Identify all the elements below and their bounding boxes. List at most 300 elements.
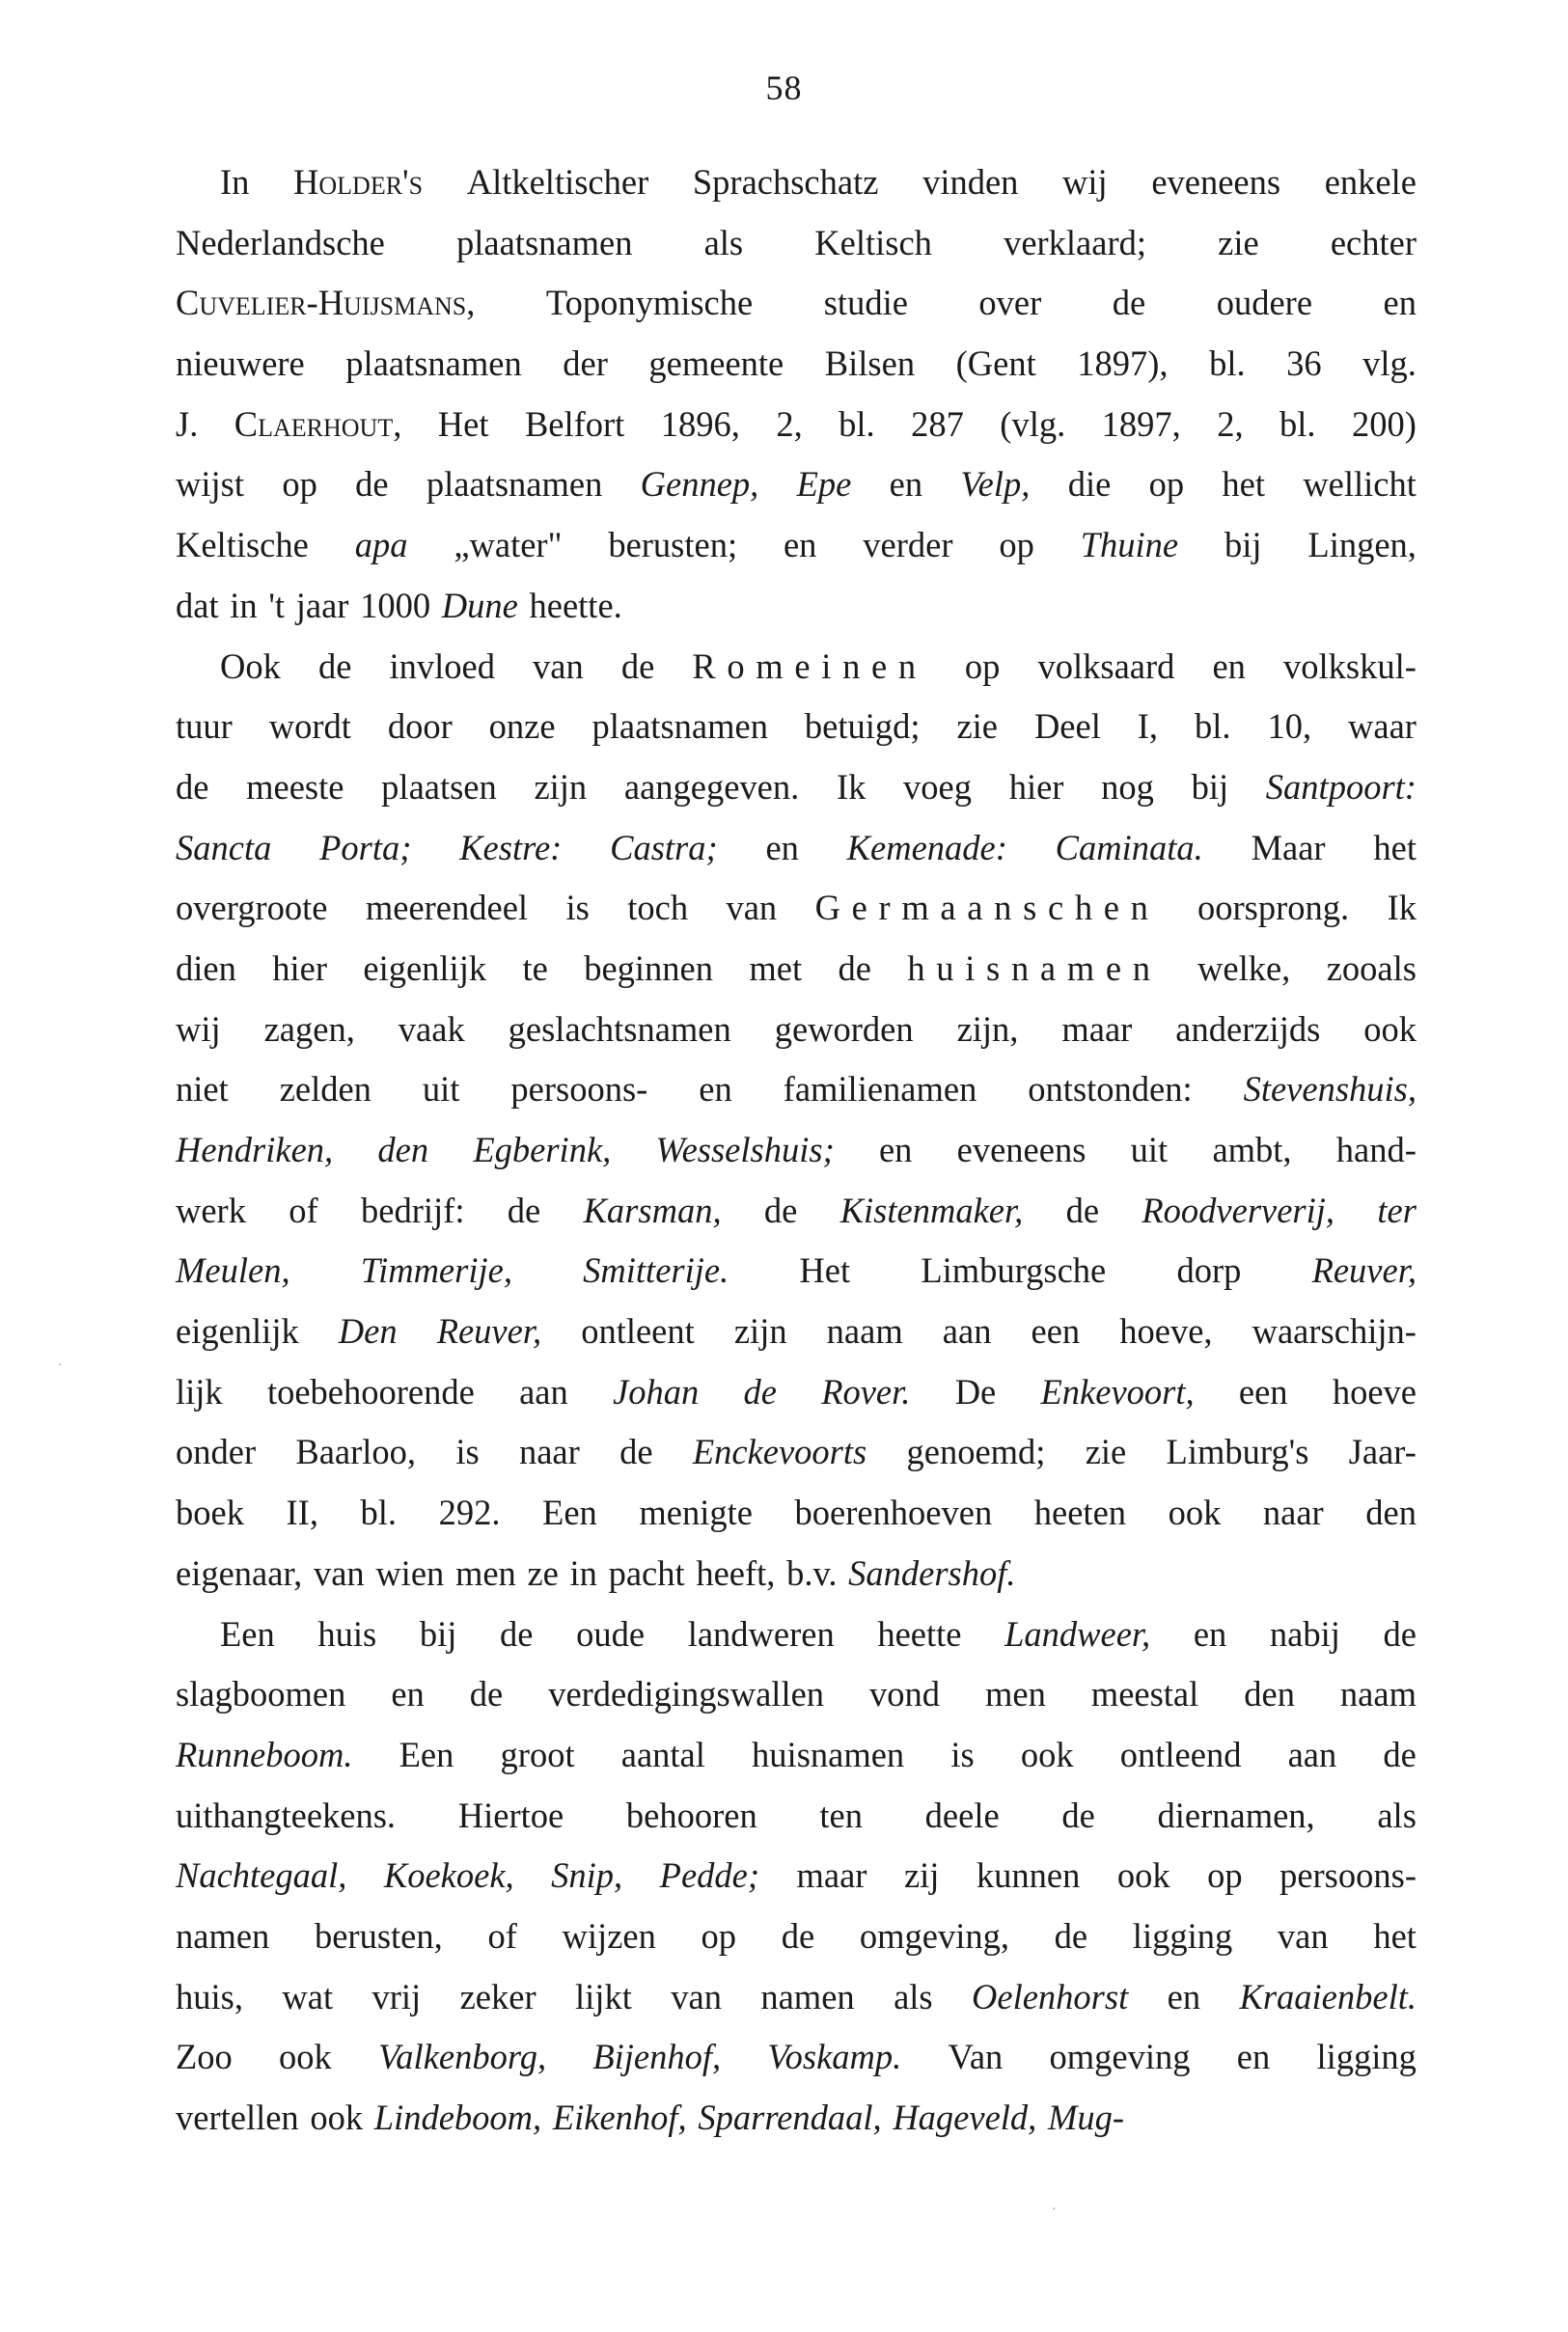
word: op [1148, 464, 1185, 505]
word: boek [176, 1493, 244, 1533]
word: bij [419, 1613, 457, 1654]
word: beginnen [584, 947, 714, 988]
text-line [176, 818, 1417, 879]
word: I, [1137, 706, 1159, 747]
word: familienamen [783, 1069, 977, 1110]
text-line [176, 1605, 1417, 1665]
word: overgroote [176, 888, 328, 928]
word: Reuver, [1311, 1250, 1417, 1291]
word: meestal [1090, 1674, 1199, 1715]
word: volkskul- [1282, 645, 1417, 686]
word: zeker [459, 1976, 536, 2016]
word: eigenaar, [176, 1552, 303, 1593]
word: 2, [776, 403, 803, 444]
word: den [377, 1130, 429, 1169]
word: Sandershof. [848, 1552, 1016, 1593]
word: Castra; [610, 827, 718, 867]
word: en [391, 1674, 425, 1715]
word: Valkenborg, [378, 2037, 547, 2077]
word: aan [942, 1311, 992, 1352]
word: ambt, [1212, 1130, 1292, 1169]
text-line [176, 1967, 1417, 2028]
word: en [783, 525, 817, 565]
word: Nederlandsche [176, 222, 385, 262]
word: aangegeven. [623, 766, 800, 807]
word: waar [1348, 706, 1417, 747]
word: heette. [529, 585, 622, 625]
word: als [703, 222, 744, 262]
word: Keltisch [814, 222, 932, 262]
word: eigenlijk [176, 1311, 299, 1352]
word: Karsman, [583, 1190, 722, 1230]
word: in [230, 585, 258, 625]
word: Jaar- [1348, 1432, 1417, 1472]
word: naar [1262, 1493, 1324, 1533]
word: Lingen, [1307, 525, 1417, 565]
word: omgeving, [859, 1915, 1009, 1956]
word: zie [1218, 222, 1259, 262]
word: voeg [903, 766, 972, 807]
paragraph [176, 637, 1417, 1605]
word: dien [176, 947, 236, 988]
word: geslachtsnamen [508, 1008, 731, 1049]
word: van [671, 1976, 722, 2016]
text-line [176, 515, 1417, 576]
word: de [507, 1190, 541, 1230]
word: Het [437, 403, 489, 444]
word: zie [956, 706, 998, 747]
word: „water" [454, 525, 563, 565]
word: genoemd; [906, 1432, 1046, 1472]
word: de [317, 645, 352, 686]
word: 36 [1286, 343, 1322, 384]
word: geworden [774, 1008, 914, 1049]
word: hoeve, [1119, 1311, 1213, 1352]
word: bl. [1279, 403, 1316, 444]
word: diernamen, [1157, 1795, 1315, 1835]
word: werk [176, 1190, 246, 1230]
word: 287 [911, 403, 964, 444]
word: heeft, [696, 1552, 776, 1593]
word: Epe [796, 464, 852, 505]
word: toch [627, 888, 689, 928]
word: hoeve [1332, 1371, 1417, 1412]
word: Pedde; [659, 1855, 760, 1896]
word: vlg. [1362, 343, 1417, 384]
word: studie [823, 283, 908, 323]
word: Thuine [1080, 525, 1179, 565]
word: Meulen, [176, 1250, 290, 1291]
word: ter [1377, 1190, 1417, 1230]
word: maar [796, 1855, 867, 1896]
word: Sparrendaal, [698, 2098, 882, 2137]
word: op [701, 1915, 737, 1956]
word: Roodververij, [1142, 1190, 1335, 1230]
word: dorp [1176, 1250, 1242, 1291]
word: Hendriken, [176, 1130, 334, 1169]
word: zij [903, 1855, 940, 1896]
word: Sancta [176, 827, 272, 867]
word: bl. [1195, 706, 1231, 747]
word: 200) [1352, 403, 1417, 444]
word: Hageveld, [893, 2098, 1037, 2137]
text-line [176, 637, 1417, 698]
word: van [533, 645, 584, 686]
word: Koekoek, [383, 1855, 514, 1896]
word: Een [399, 1734, 454, 1774]
text-line [176, 1302, 1417, 1362]
text-line [176, 1422, 1417, 1483]
word: zelden [279, 1069, 371, 1110]
word: In [220, 162, 250, 202]
word: ook [279, 2037, 332, 2077]
word: het [1373, 827, 1417, 867]
word: uithangteekens. [176, 1795, 397, 1835]
word: menigte [639, 1493, 753, 1533]
word: Kistenmaker, [839, 1190, 1024, 1230]
word: Ik [836, 766, 867, 807]
text-line [176, 576, 1417, 637]
word: invloed [389, 645, 495, 686]
word: aantal [620, 1734, 705, 1774]
word: en [1212, 645, 1246, 686]
word: Germaanschen [814, 888, 1160, 928]
word: 10, [1267, 706, 1312, 747]
word: Keltische [176, 525, 309, 565]
word: eigenlijk [363, 947, 487, 988]
word: de [620, 645, 655, 686]
word: men [454, 1552, 516, 1593]
word: Cuvelier-Huijsmans, [176, 283, 476, 323]
word: vertellen [176, 2098, 299, 2137]
word: naar [518, 1432, 580, 1472]
word: als [1377, 1795, 1417, 1835]
paragraph [176, 152, 1417, 637]
word: vinden [922, 162, 1019, 202]
word: huisnamen [752, 1734, 905, 1774]
word: en [889, 464, 923, 505]
word: wij [1062, 162, 1108, 202]
word: wijzen [562, 1915, 656, 1956]
word: nog [1101, 766, 1154, 807]
word: en [765, 827, 799, 867]
word: op [1207, 1855, 1243, 1896]
word: bij [1191, 766, 1229, 807]
word: Timmerije, [360, 1250, 512, 1291]
text-line [176, 1000, 1417, 1060]
word: ook [310, 2098, 364, 2137]
word: de [176, 766, 209, 807]
word: Gennep, [640, 464, 759, 505]
text-line [176, 1907, 1417, 1967]
word: en [1167, 1976, 1201, 2016]
word: Smitterije. [583, 1250, 729, 1291]
word: Het [799, 1250, 851, 1291]
word: Nachtegaal, [176, 1855, 347, 1896]
word: oudere [1216, 283, 1313, 323]
word: maar [1061, 1008, 1133, 1049]
word: met [749, 947, 803, 988]
word: niet [176, 1069, 229, 1110]
word: eveneens [1151, 162, 1281, 202]
word: Egberink, [473, 1130, 612, 1169]
word: plaatsnamen [426, 464, 603, 505]
paragraph [176, 1605, 1417, 2149]
word: zagen, [263, 1008, 355, 1049]
body-text [176, 152, 1417, 2149]
word: te [522, 947, 548, 988]
word: Snip, [551, 1855, 623, 1896]
word: ook [1168, 1493, 1222, 1533]
word: volksaard [1037, 645, 1175, 686]
word: ook [1363, 1008, 1417, 1049]
word: meerendeel [365, 888, 529, 928]
word: de [743, 1371, 777, 1412]
word: oude [576, 1613, 646, 1654]
word: Kestre: [459, 827, 563, 867]
word: en [699, 1069, 732, 1110]
word: Kemenade: [846, 827, 1007, 867]
word: enkele [1324, 162, 1417, 202]
word: ligging [1132, 1915, 1233, 1956]
text-line [176, 697, 1417, 757]
word: Bijenhof, [592, 2037, 722, 2077]
word: 292. [438, 1493, 501, 1533]
word: Kraaienbelt. [1239, 1976, 1417, 2016]
word: zijn [733, 1311, 787, 1352]
text-line [176, 2088, 1417, 2149]
word: groot [500, 1734, 575, 1774]
word: 1897), [1077, 343, 1169, 384]
word: de [1383, 1734, 1417, 1774]
word: Ook [220, 645, 281, 686]
word: Deel [1033, 706, 1101, 747]
word: heette [877, 1613, 962, 1654]
text-line [176, 939, 1417, 1000]
word: bl. [1209, 343, 1246, 384]
word: zijn [534, 766, 588, 807]
word: verklaard; [1004, 222, 1147, 262]
word: over [978, 283, 1042, 323]
word: en [1383, 283, 1417, 323]
word: bedrijf: [361, 1190, 465, 1230]
word: Maar [1251, 827, 1326, 867]
word: Van [948, 2037, 1004, 2077]
word: behooren [625, 1795, 757, 1835]
word: plaatsnamen [456, 222, 633, 262]
margin-speck: · [58, 1358, 63, 1373]
margin-speck: · [1052, 2203, 1057, 2217]
word: Romeinen [692, 645, 927, 686]
word: hier [272, 947, 327, 988]
word: namen [176, 1915, 270, 1956]
word: boerenhoeven [794, 1493, 993, 1533]
text-line [176, 1664, 1417, 1725]
text-line [176, 2027, 1417, 2088]
word: Oelenhorst [972, 1976, 1129, 2016]
word: de [1054, 1915, 1088, 1956]
word: jaar [295, 585, 349, 625]
word: uit [422, 1069, 460, 1110]
word: verdedigingswallen [548, 1674, 825, 1715]
word: vond [869, 1674, 941, 1715]
word: landweren [687, 1613, 835, 1654]
word: Ik [1387, 888, 1417, 928]
word: de [500, 1613, 534, 1654]
word: Voskamp. [767, 2037, 902, 2077]
word: men [984, 1674, 1046, 1715]
word: Limburg's [1166, 1432, 1309, 1472]
word: onder [176, 1432, 257, 1472]
word: ligging [1316, 2037, 1417, 2077]
word: Enkevoort, [1040, 1371, 1195, 1412]
word: onze [488, 706, 556, 747]
word: eveneens [956, 1130, 1087, 1169]
word: lijk [176, 1371, 223, 1412]
word: Holder's [293, 162, 424, 202]
word: aan [519, 1371, 568, 1412]
word: heeten [1033, 1493, 1127, 1533]
word: een [1238, 1371, 1288, 1412]
word: wijst [176, 464, 244, 505]
word: van [726, 888, 778, 928]
word: der [563, 343, 608, 384]
word: die [1067, 464, 1112, 505]
word: hand- [1335, 1130, 1417, 1169]
word: Landweer, [1004, 1613, 1151, 1654]
word: op [282, 464, 317, 505]
text-line [176, 878, 1417, 939]
word: en [878, 1130, 913, 1169]
word: Limburgsche [921, 1250, 1107, 1291]
word: deele [924, 1795, 1000, 1835]
page-number: 58 [765, 69, 803, 107]
word: 1897, [1101, 403, 1181, 444]
word: oorsprong. [1197, 888, 1350, 928]
word: en [1236, 2037, 1271, 2077]
text-line [176, 454, 1417, 515]
word: Wesselshuis; [655, 1130, 835, 1169]
word: 't [268, 585, 286, 625]
word: II, [286, 1493, 318, 1533]
word: berusten; [608, 525, 738, 565]
word: De [954, 1371, 997, 1412]
word: Eikenhof, [552, 2098, 687, 2137]
word: berusten, [314, 1915, 443, 1956]
word: (vlg. [1000, 403, 1066, 444]
word: van [313, 1552, 365, 1593]
word: Mug- [1047, 2098, 1125, 2137]
word: de [763, 1190, 798, 1230]
word: verder [863, 525, 953, 565]
word: zijn, [956, 1008, 1019, 1049]
text-line [176, 152, 1417, 213]
word: pacht [608, 1552, 685, 1593]
text-line [176, 1120, 1417, 1181]
word: de [355, 464, 389, 505]
word: b.v. [786, 1552, 838, 1593]
word: de [1112, 283, 1146, 323]
word: ze [527, 1552, 559, 1593]
word: J. [176, 403, 199, 444]
word: Dune [441, 585, 518, 625]
word: Toponymische [545, 283, 754, 323]
word: 1000 [360, 585, 431, 625]
word: Belfort [524, 403, 625, 444]
word: ook [1020, 1734, 1074, 1774]
word: (Gent [955, 343, 1036, 384]
word: 2, [1217, 403, 1244, 444]
word: den [1244, 1674, 1295, 1715]
word: aan [1287, 1734, 1337, 1774]
word: Baarloo, [295, 1432, 417, 1472]
word: wij [176, 1008, 221, 1049]
text-line [176, 1362, 1417, 1423]
word: Santpoort: [1265, 766, 1417, 807]
word: meeste [246, 766, 344, 807]
word: waarschijn- [1252, 1311, 1417, 1352]
word: ontleend [1119, 1734, 1242, 1774]
word: zooals [1326, 947, 1417, 988]
word: Porta; [319, 827, 412, 867]
word: de [781, 1915, 815, 1956]
word: betuigd; [804, 706, 921, 747]
word: naam [1339, 1674, 1417, 1715]
word: het [1222, 464, 1266, 505]
word: is [565, 888, 590, 928]
word: slagboomen [176, 1674, 346, 1715]
text-line [176, 1846, 1417, 1907]
word: plaatsnamen [345, 343, 522, 384]
text-line [176, 334, 1417, 395]
word: Zoo [176, 2037, 233, 2077]
word: omgeving [1049, 2037, 1191, 2077]
word: persoons- [510, 1069, 648, 1110]
word: Rover. [821, 1371, 911, 1412]
word: bl. [360, 1493, 398, 1533]
word: naam [826, 1311, 903, 1352]
word: kunnen [976, 1855, 1081, 1896]
word: Runneboom. [176, 1734, 353, 1774]
text-line [176, 1544, 1417, 1605]
word: wien [375, 1552, 445, 1593]
word: de [838, 947, 871, 988]
word: Lindeboom, [373, 2098, 542, 2137]
word: Enckevoorts [692, 1432, 867, 1472]
text-line [176, 1786, 1417, 1847]
word: huis, [176, 1976, 243, 2016]
word: van [1277, 1915, 1329, 1956]
word: is [950, 1734, 975, 1774]
word: persoons- [1279, 1855, 1417, 1896]
word: als [894, 1976, 933, 2016]
word: de [1061, 1795, 1095, 1835]
word: huis [317, 1613, 377, 1654]
word: welke, [1197, 947, 1291, 988]
word: lijkt [575, 1976, 632, 2016]
word: en [1193, 1613, 1227, 1654]
text-line [176, 1483, 1417, 1544]
word: de [619, 1432, 653, 1472]
word: uit [1130, 1130, 1169, 1169]
word: ontstonden: [1028, 1069, 1193, 1110]
word: is [455, 1432, 480, 1472]
word: Bilsen [824, 343, 916, 384]
word: vaak [398, 1008, 465, 1049]
word: Hiertoe [457, 1795, 564, 1835]
word: Een [542, 1493, 597, 1533]
word: hier [1008, 766, 1064, 807]
